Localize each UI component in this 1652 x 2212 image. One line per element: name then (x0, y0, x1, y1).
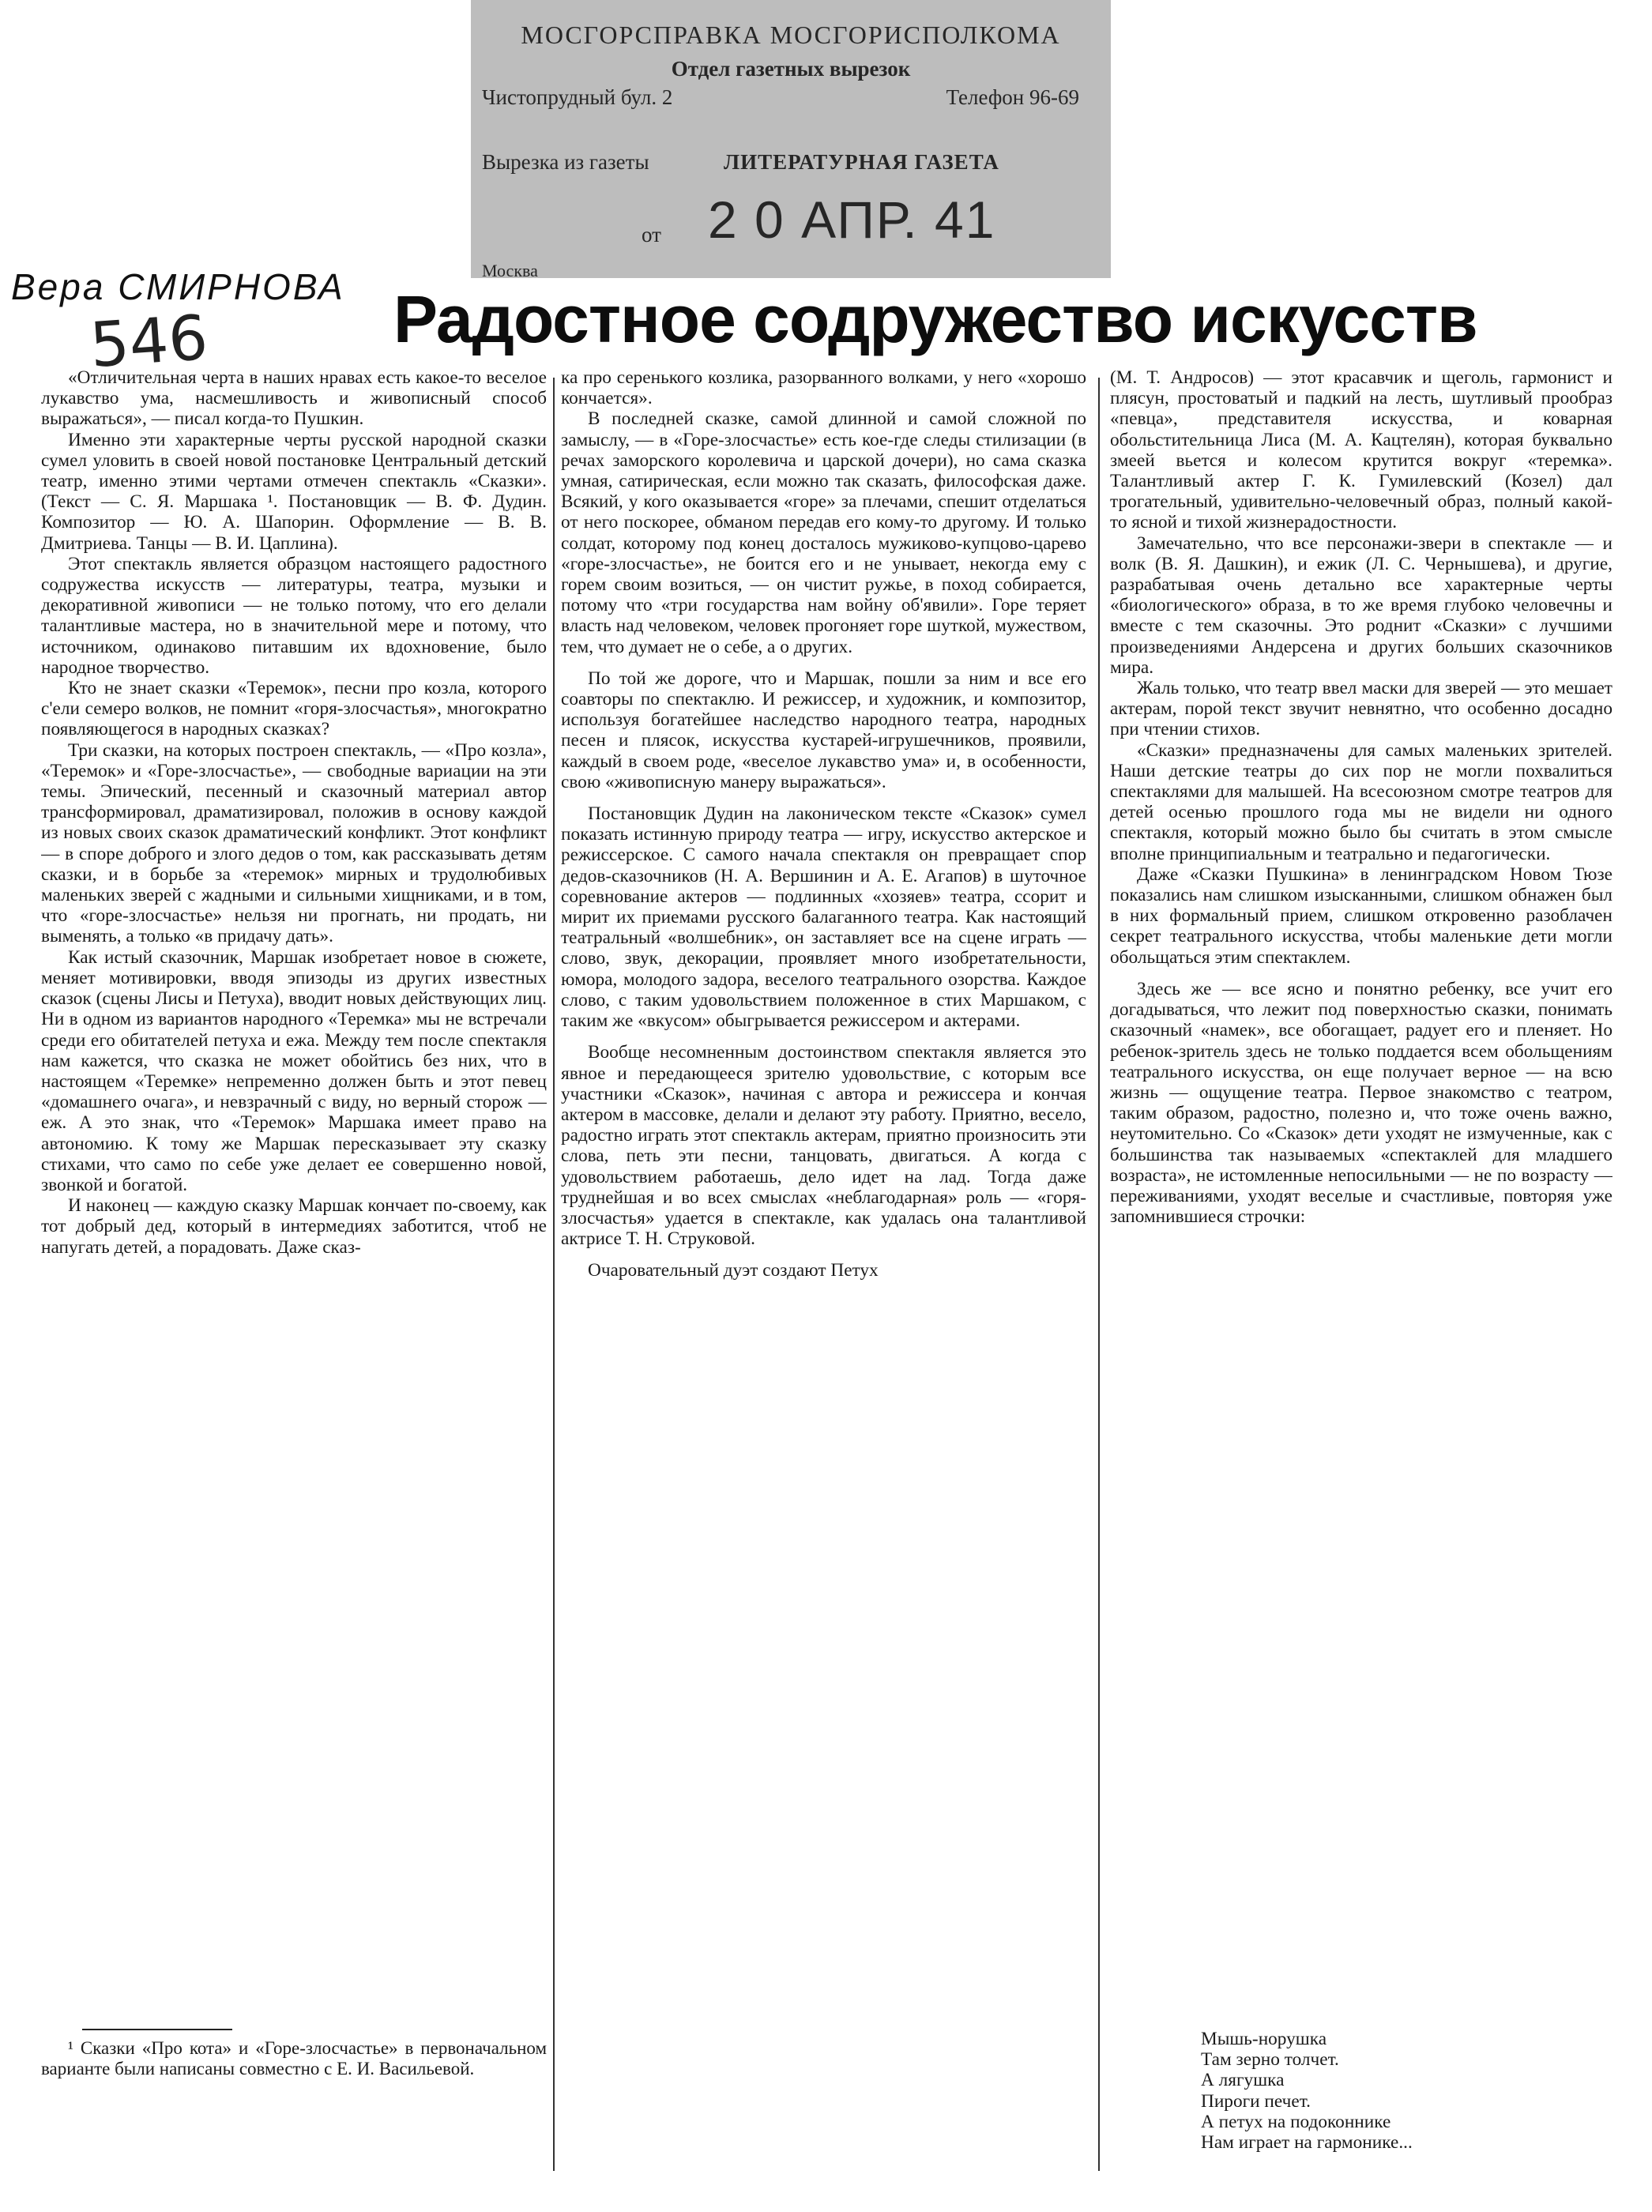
poem-line: А петух на подоконнике (1201, 2111, 1391, 2132)
paragraph: Постановщик Дудин на лаконическом тексте «Сказок» сумел показать истинную природу театра — игру, искусство актерское и режиссерское. С самого начала спектакля он превращает спор дедов-сказочников (Н. А. Вершинин и А. Е. Агапов) в шуточное соревнование актеров — подлинных «хозяев» театра, ссорит и мирит их приемами русского балаганного театра. Как настоящий театральный «волшебник», он заставляет все на сцене играть — слово, звук, декорации, проявляет много изобретательности, юмора, молодого задора, веселого театрального озорства. Каждое слово, с таким удовольствием положенное в стих Маршаком, с таким же «вкусом» обыгрывается режиссером и актерами. (561, 803, 1086, 1032)
footnote: ¹ Сказки «Про кота» и «Горе-злосчастье» в первоначальном варианте были написаны совместно с Е. И. Васильевой. (41, 2038, 547, 2079)
paragraph: Этот спектакль является образцом настоящего радостного содружества искусств — литературы, театра, музыки и декоративной живописи — не только потому, что его делали талантливые мастера, но в значительной мере и потому, что источником, одинаково питавшим их вдохновение, было народное творчество. (41, 553, 547, 678)
column-divider (553, 378, 555, 2171)
paragraph: «Сказки» предназначены для самых маленьких зрителей. Наши детские театры до сих пор не могли похвалиться спектаклями для малышей. На всесоюзном смотре театров для детей осенью прошлого года мы не видели ни одного спектакля, который можно было бы считать в этом смысле вполне принципиальным и театрально и педагогически. (1110, 739, 1612, 864)
author-byline: Вера СМИРНОВА (11, 266, 345, 307)
footnote-rule (82, 2029, 232, 2030)
column-divider (1098, 378, 1100, 2171)
poem-line: Пироги печет. (1201, 2090, 1311, 2112)
paragraph: Три сказки, на которых построен спектакль, — «Про козла», «Теремок» и «Горе-злосчастье», — свободные вариации на эти темы. Эпический, песенный и сказочный материал автор трансформировал, драматизировал, положив в основу каждой из новых своих сказок драматический конфликт. Этот конфликт — в споре доброго и злого дедов о том, как рассказывать детям сказки, и в борьбе за «теремок» мирных и трудолюбивых маленьких зверей с жадными и сильными хищниками, и в том, что «горе-злосчастье» нельзя ни прогнать, ни продать, ни выменять, а только «в придачу дать». (41, 739, 547, 947)
paragraph: Очаровательный дуэт создают Петух (588, 1260, 879, 1281)
stamp-from-label: от (642, 223, 661, 246)
paragraph: Замечательно, что все персонажи-звери в спектакле — и волк (В. Я. Дашкин), и ежик (Л. С. Чернышева), и другие, разрабатывая очень детально все характерные черты «биологического» образа, в то же время глубоко человечны и вместе с тем сказочны. Это роднит «Сказки» с лучшими произведениями Андерсена и других больших сказочников мира. (1110, 532, 1612, 678)
article-column-1 (41, 367, 547, 2188)
paragraph: Именно эти характерные черты русской народной сказки сумел уловить в своей новой постановке Центральный детский театр, именно этими чертами отмечен спектакль «Сказки». (Текст — С. Я. Маршака ¹. Постановщик — В. Ф. Дудин. Композитор — Ю. А. Шапорин. Оформление — В. В. Дмитриева. Танцы — В. И. Цаплина). (41, 429, 547, 554)
poem-quote (1201, 2029, 1413, 2153)
archive-stamp (471, 0, 1111, 278)
paragraph: По той же дороге, что и Маршак, пошли за ним и все его соавторы по спектаклю. И режиссер, и художник, и композитор, используя богатейшее наследство народного театра, народных песен и плясок, искусства кустарей-игрушечников, проявили, каждый в своем роде, «веселое лукавство ума» и, в особенности, свою «живописную манеру выражаться». (561, 668, 1086, 792)
paragraph: Вообще несомненным достоинством спектакля является это явное и передающееся зрителю удовольствие, с которым все участники «Сказок», начиная с автора и режиссера и кончая актером в массовке, делали и делают эту работу. Приятно, весело, радостно играть этот спектакль актерам, приятно произносить эти слова, петь эти песни, танцовать, двигаться. А когда с удовольствием работаешь, дело идет на лад. Тогда даже труднейшая и во всех смыслах «неблагодарная» роль — «горя-злосчастья» удается в спектакле, как удалась она талантливой актрисе Т. Н. Струковой. (561, 1042, 1086, 1250)
paragraph: И наконец — каждую сказку Маршак кончает по-своему, как тот добрый дед, который в интермедиях заботится, чтоб не напугать детей, а порадовать. Даже сказ- (41, 1195, 547, 1258)
poem-line: Нам играет на гармонике... (1201, 2132, 1413, 2154)
article-headline: Радостное содружество искусств (393, 282, 1477, 356)
stamp-city: Москва (482, 261, 538, 280)
paragraph: В последней сказке, самой длинной и самой сложной по замыслу, — в «Горе-злосчастье» есть кое-где следы стилизации (в речах заморского королевича и царской дочери), но сама сказка умная, сатирическая, если можно так сказать, философская даже. Всякий, у кого оказывается «горе» за плечами, спешит отделаться от него поскорее, обманом передав его кому-то другому. И только солдат, которому под конец досталось мужиково-купцово-царево «горе-злосчастье», не боится его и не унывает, некогда ему с горем своим возиться, — он чистит ружье, в поход собирается, потому что «три государства нам войну об'явили». Горе теряет власть над человеком, человек прогоняет горе шуткой, мужеством, тем, что думает не о себе, а о других. (561, 408, 1086, 657)
poem-line: Там зерно толчет. (1201, 2049, 1339, 2071)
stamp-department: Отдел газетных вырезок (671, 57, 911, 81)
poem-line: А лягушка (1201, 2070, 1285, 2091)
paragraph: Жаль только, что театр ввел маски для зверей — это мешает актерам, порой текст звучит невнятно, что особенно досадно при чтении стихов. (1110, 678, 1612, 740)
paragraph: Как истый сказочник, Маршак изобретает новое в сюжете, меняет мотивировки, вводя эпизоды из других известных сказок (сцены Лисы и Петуха), вводит новых действующих лиц. Ни в одном из вариантов народного «Теремка» мы не встречали среди его обитателей петуха и ежа. Между тем после спектакля нам кажется, что сказка не может обойтись без них, что в настоящем «Теремке» непременно должен быть и этот певец «домашнего очага», и невзрачный с виду, но верный сторож — еж. А это знак, что «Теремок» Маршака имеет право на автономию. К тому же Маршак пересказывает эту сказку стихами, что само по себе уже делает ее совершенно новой, звонкой и богатой. (41, 946, 547, 1195)
stamp-date: 2 0 АПР. 41 (708, 190, 996, 249)
article-column-2 (561, 367, 1086, 2188)
stamp-clipping-label: Вырезка из газеты (482, 150, 649, 174)
paragraph: «Отличительная черта в наших нравах есть какое-то веселое лукавство ума, насмешливость и живописный способ выражаться», — писал когда-то Пушкин. (41, 367, 547, 430)
stamp-phone: Телефон 96-69 (946, 85, 1079, 109)
stamp-address: Чистопрудный бул. 2 (482, 85, 673, 109)
handwritten-number: 546 (88, 302, 210, 382)
article-column-3 (1110, 367, 1612, 2188)
paragraph: Даже «Сказки Пушкина» в ленинградском Новом Тюзе показались нам слишком изысканными, слишком обнажен был в них формальный прием, слишком откровенно разоблачен секрет театрального искусства, чтобы маленькие дети могли обольщаться этим спектаклем. (1110, 863, 1612, 968)
paragraph: ка про серенького козлика, разорванного волками, у него «хорошо кончается». (561, 367, 1086, 409)
stamp-agency: МОСГОРСПРАВКА МОСГОРИСПОЛКОМА (521, 21, 1061, 49)
poem-line: Мышь-норушка (1201, 2029, 1327, 2049)
paragraph: Кто не знает сказки «Теремок», песни про козла, которого с'ели семеро волков, не помнит «горя-злосчастья», многократно появляющегося в народных сказках? (41, 678, 547, 740)
stamp-newspaper: ЛИТЕРАТУРНАЯ ГАЗЕТА (724, 150, 999, 174)
paragraph: (М. Т. Андросов) — этот красавчик и щеголь, гармонист и плясун, простоватый и падкий на лесть, шутливый прообраз «певца», представителя искусства, и коварная обольстительница Лиса (М. А. Кацтелян), которая буквально змеей вьется и колесом крутится вокруг «теремка». Талантливый актер Г. К. Гумилевский (Козел) дал трогательный, удивительно-человечный образ, полный какой-то ясной и тихой жизнерадостности. (1110, 367, 1612, 533)
paragraph: Здесь же — все ясно и понятно ребенку, все учит его догадываться, что лежит под поверхностью сказки, понимать сказочный «намек», все обогащает, радует его и пленяет. Но ребенок-зритель здесь не только поддается всем обольщениям театрального искусства, он еще получает верное — на всю жизнь — ощущение театра. Первое знакомство с театром, таким образом, радостно, полезно и, что тоже очень важно, неутомительно. Со «Сказок» дети уходят не измученные, как с большинства так называемых «спектаклей для младшего возраста», не истомленные непосильными — не по возрасту — переживаниями, уходят веселые и счастливые, повторяя уже запомнившиеся строчки: (1110, 978, 1612, 1228)
